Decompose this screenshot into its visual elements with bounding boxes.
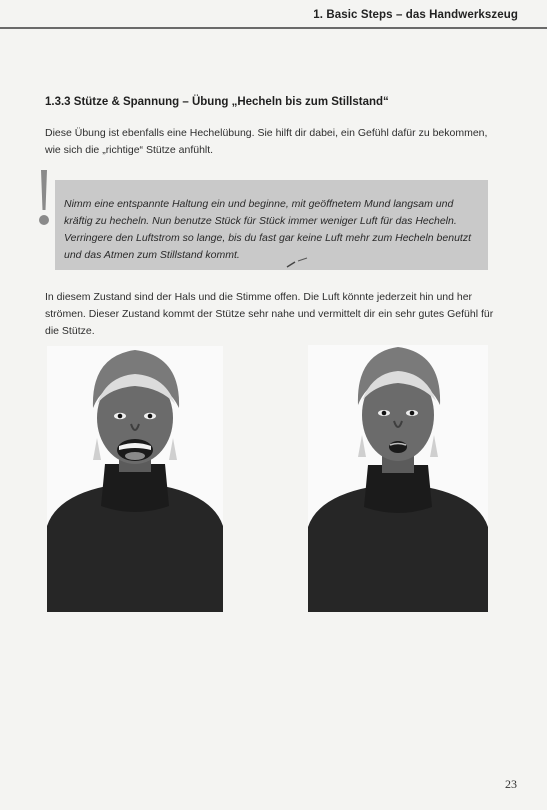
photo-still-small-mouth bbox=[308, 345, 488, 612]
photo-panting-open-mouth bbox=[47, 346, 223, 612]
page-number: 23 bbox=[505, 777, 517, 791]
pen-mark bbox=[285, 257, 309, 269]
followup-paragraph: In diesem Zustand sind der Hals und die Stimme offen. Die Luft könnte jederzeit hin und her strömen. Dieser Zustand kommt der Stütze sehr nahe und vermittelt dir ein sehr gutes Gefühl für die Stütze. bbox=[45, 291, 494, 337]
header-rule bbox=[0, 27, 547, 29]
callout-text: Nimm eine entspannte Haltung ein und beginne, mit geöffnetem Mund langsam und kräftig zu hecheln. Nun benutze Stück für Stück immer weniger Luft für das Hecheln. Verringere den Luftstrom so lange, bis du fast gar keine Luft mehr zum Hecheln benutzt und das Atmen zum Stillstand kommt. bbox=[64, 198, 471, 261]
intro-paragraph: Diese Übung ist ebenfalls eine Hechelübung. Sie hilft dir dabei, ein Gefühl dafür zu bekommen, wie sich die „richtige“ Stütze anfühlt. bbox=[45, 127, 488, 156]
running-header: 1. Basic Steps – das Handwerkszeug bbox=[313, 9, 518, 21]
exclamation-icon bbox=[37, 168, 51, 228]
section-title: 1.3.3 Stütze & Spannung – Übung „Hecheln bis zum Stillstand“ bbox=[45, 96, 389, 108]
